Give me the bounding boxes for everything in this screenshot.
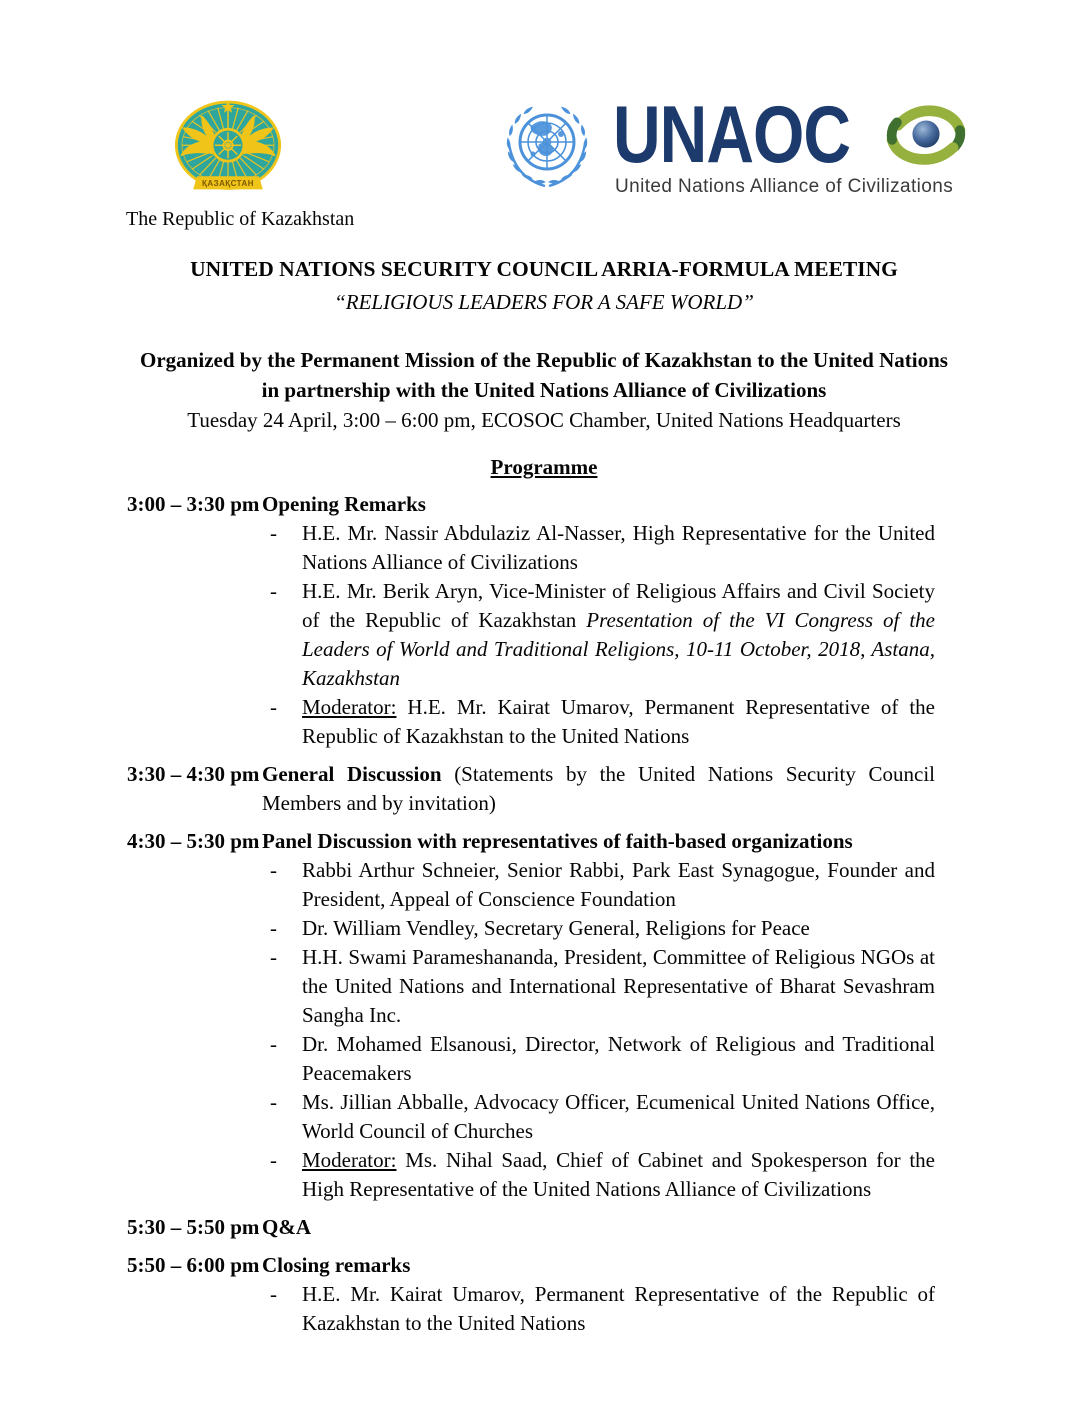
title-block [0, 253, 1088, 319]
un-emblem-icon [487, 98, 607, 202]
text-segment: H.E. Mr. Nassir Abdulaziz Al-Nasser, High Representative for the United Nations Alliance of Civilizations [302, 521, 935, 574]
text-segment: H.E. Mr. Berik Aryn, Vice-Minister of Religious Affairs and Civil Society of the Republic of Kazakhstan [302, 579, 935, 632]
text-segment: H.E. Mr. Kairat Umarov, Permanent Representative of the Republic of Kazakhstan to the United Nations [302, 695, 935, 748]
bullet-dash: - [270, 945, 277, 969]
session-content [262, 760, 935, 818]
bullet-dash: - [270, 1148, 277, 1172]
session-title [262, 1251, 935, 1280]
kazakhstan-logo-block [126, 96, 355, 231]
bullet-item [262, 1146, 935, 1204]
bullet-text [302, 914, 935, 943]
bullet-text [302, 1088, 935, 1146]
bullet-dash: - [270, 1090, 277, 1114]
text-segment: H.H. Swami Parameshananda, President, Committee of Religious NGOs at the United Nations and International Representative of Bharat Sevashram Sangha Inc. [302, 945, 935, 1027]
text-segment: Moderator: [302, 695, 397, 719]
session-row [127, 760, 935, 818]
bullet-item [262, 577, 935, 693]
session-title [262, 1213, 935, 1242]
organizer-block [0, 345, 1088, 435]
session-row [127, 1251, 935, 1338]
session-time: 3:30 – 4:30 pm [127, 762, 260, 786]
bullet-item [262, 943, 935, 1030]
session-time: 5:50 – 6:00 pm [127, 1253, 260, 1277]
text-segment: Rabbi Arthur Schneier, Senior Rabbi, Park East Synagogue, Founder and President, Appeal of Conscience Foundation [302, 858, 935, 911]
text-segment: General Discussion [262, 762, 442, 786]
bullet-dash: - [270, 1282, 277, 1306]
text-segment: Panel Discussion with representatives of faith-based organizations [262, 829, 853, 853]
programme-sessions [0, 490, 1088, 1338]
bullet-dash: - [270, 916, 277, 940]
bullet-item [262, 519, 935, 577]
bullet-text [302, 1030, 935, 1088]
text-segment: Moderator: [302, 1148, 397, 1172]
session-time: 4:30 – 5:30 pm [127, 829, 260, 853]
text-segment: Dr. William Vendley, Secretary General, Religions for Peace [302, 916, 810, 940]
bullet-text [302, 856, 935, 914]
kazakhstan-emblem-icon [166, 96, 290, 202]
kazakhstan-banner-text: ҚАЗАҚСТАН [202, 179, 254, 189]
bullet-text [302, 577, 935, 693]
text-segment: H.E. Mr. Kairat Umarov, Permanent Representative of the Republic of Kazakhstan to the United Nations [302, 1282, 935, 1335]
bullet-dash: - [270, 579, 277, 603]
text-segment: Ms. Jillian Abballe, Advocacy Officer, Ecumenical United Nations Office, World Council of Churches [302, 1090, 935, 1143]
text-segment: Closing remarks [262, 1253, 411, 1277]
unaoc-tagline: United Nations Alliance of Civilizations [615, 176, 954, 197]
text-segment: Ms. Nihal Saad, Chief of Cabinet and Spokesperson for the High Representative of the United Nations Alliance of Civilizations [302, 1148, 935, 1201]
bullet-text [302, 1280, 935, 1338]
session-title [262, 490, 935, 519]
bullet-text [302, 693, 935, 751]
bullet-item [262, 914, 935, 943]
organizer-line-2: in partnership with the United Nations Alliance of Civilizations [261, 378, 827, 402]
unaoc-logo-block [487, 88, 970, 206]
unaoc-swirl-icon [882, 104, 970, 166]
unaoc-wordmark: UNAOC [613, 88, 850, 179]
bullet-text [302, 519, 935, 577]
text-segment: Opening Remarks [262, 492, 426, 516]
bullet-text [302, 1146, 935, 1204]
session-row [127, 827, 935, 1204]
venue-line: Tuesday 24 April, 3:00 – 6:00 pm, ECOSOC Chamber, United Nations Headquarters [187, 408, 901, 432]
bullet-item [262, 1030, 935, 1088]
session-row [127, 1213, 935, 1242]
session-time: 5:30 – 5:50 pm [127, 1215, 260, 1239]
programme-heading: Programme [490, 455, 598, 479]
bullet-dash: - [270, 521, 277, 545]
kazakhstan-caption: The Republic of Kazakhstan [126, 208, 355, 230]
text-segment: Presentation of the VI Congress of the Leaders of World and Traditional Religions, 10-11 October, 2018, Astana, Kazakhstan [302, 608, 935, 690]
bullet-dash: - [270, 1032, 277, 1056]
text-segment: Dr. Mohamed Elsanousi, Director, Network of Religious and Traditional Peacemakers [302, 1032, 935, 1085]
text-segment: (Statements by the United Nations Security Council Members and by invitation) [262, 762, 935, 815]
bullet-item [262, 1280, 935, 1338]
session-content [262, 1213, 935, 1242]
bullet-text [302, 943, 935, 1030]
session-title [262, 760, 935, 818]
meeting-title: UNITED NATIONS SECURITY COUNCIL ARRIA-FORMULA MEETING [190, 257, 898, 281]
bullet-item [262, 1088, 935, 1146]
document-header [0, 0, 1088, 231]
meeting-subtitle: “RELIGIOUS LEADERS FOR A SAFE WORLD” [334, 290, 754, 314]
bullet-item [262, 856, 935, 914]
bullet-dash: - [270, 858, 277, 882]
text-segment: Q&A [262, 1215, 311, 1239]
session-content [262, 490, 935, 751]
session-title [262, 827, 935, 856]
session-content [262, 1251, 935, 1338]
bullet-item [262, 693, 935, 751]
session-row [127, 490, 935, 751]
session-time: 3:00 – 3:30 pm [127, 492, 260, 516]
organizer-line-1: Organized by the Permanent Mission of the Republic of Kazakhstan to the United Nations [140, 348, 948, 372]
session-content [262, 827, 935, 1204]
bullet-dash: - [270, 695, 277, 719]
